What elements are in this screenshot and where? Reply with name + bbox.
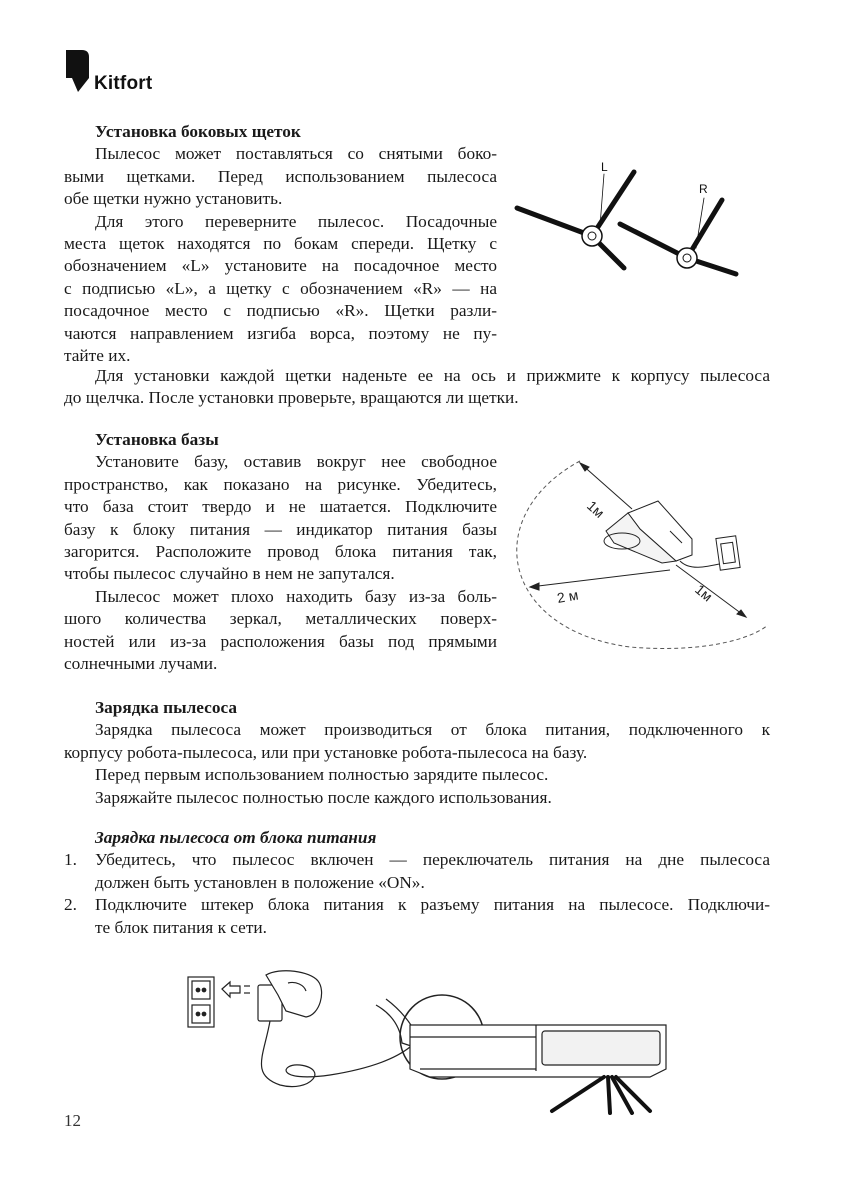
paragraph-line: Для установки каждой щетки наденьте ее на ось и прижмите к корпусу пылесоса [95, 366, 770, 385]
paragraph-line: Зарядка пылесоса может производиться от блока питания, подключенного к [95, 720, 770, 740]
dim-top-label: 1м [583, 497, 608, 521]
wall-socket-icon [188, 977, 214, 1027]
paragraph-line: Установите базу, оставив вокруг нее свободное [95, 452, 497, 472]
power-cable-icon [261, 1021, 410, 1087]
paragraph-line: ностей или из-за расположения базы под прямыми [64, 631, 497, 651]
kitfort-logo-icon [64, 48, 90, 94]
dim-left-label: 2 м [555, 586, 580, 606]
brand-name: Kitfort [94, 73, 153, 94]
section-side-brushes [64, 121, 497, 367]
section-charging [64, 697, 770, 809]
paragraph-line: пространство, как показано на рисунке. Убедитесь, [64, 474, 497, 494]
list-line: Убедитесь, что пылесос включен — переключатель питания на дне пылесоса [95, 850, 770, 870]
section-heading: Зарядка пылесоса от блока питания [95, 828, 377, 847]
paragraph-line: Пылесос может поставляться со снятыми боко- [95, 144, 497, 164]
paragraph-line: чтобы пылесос случайно в нем не запутался. [64, 564, 395, 584]
paragraph-line: что база стоит твердо и не шатается. Подключите [64, 497, 497, 517]
hand-with-adapter-icon [258, 971, 322, 1021]
section-base-installation [64, 429, 497, 675]
section-heading: Установка боковых щеток [95, 122, 301, 141]
paragraph-line: базу к блоку питания — индикатор питания базы [64, 519, 497, 539]
section-charging-adapter [64, 827, 770, 939]
list-line: те блок питания к сети. [95, 917, 267, 937]
paragraph-line: выми щетками. Перед использованием пылесоса [64, 166, 497, 186]
robot-vacuum-side-icon [410, 1025, 666, 1077]
arrow-left-icon [222, 982, 250, 997]
paragraph-line: обозначением «L» установите на посадочное место [64, 256, 497, 276]
paragraph-line: Перед первым использованием полностью зарядите пылесос. [95, 765, 549, 785]
charging-base-icon [604, 501, 692, 563]
brush-r-icon [620, 198, 736, 274]
paragraph-line: с подписью «L», а щетку с обозначением «R» — на [64, 278, 497, 298]
paragraph-line: тайте их. [64, 346, 131, 366]
brush-l-icon [517, 172, 634, 268]
paragraph-line: солнечными лучами. [64, 654, 218, 674]
list-line: должен быть установлен в положение «ON». [95, 872, 425, 892]
paragraph-line: обе щетки нужно установить. [64, 189, 283, 209]
list-item [64, 849, 770, 894]
list-line: Подключите штекер блока питания к разъему питания на пылесосе. Подключи- [95, 895, 770, 915]
dim-right-label: 1м [692, 581, 716, 605]
paragraph-line: корпусу робота-пылесоса, или при установке робота-пылесоса на базу. [64, 742, 588, 762]
section-heading: Зарядка пылесоса [95, 698, 237, 717]
paragraph-line: Заряжайте пылесос полностью после каждого использования. [95, 787, 552, 807]
list-item [64, 894, 770, 939]
paragraph-line: до щелчка. После установки проверьте, вращаются ли щетки. [64, 388, 519, 408]
paragraph-line: Для этого переверните пылесос. Посадочные [95, 211, 497, 231]
brush-r-label: R [699, 182, 708, 196]
paragraph-line: Пылесос может плохо находить базу из-за боль- [95, 586, 497, 606]
brush-l-label: L [601, 160, 608, 174]
side-brushes-figure [512, 158, 770, 278]
paragraph-line: чаются направлением изгиба ворса, поэтому не пу- [64, 323, 497, 343]
paragraph-line: места щеток находятся по бокам спереди. Щетку с [64, 234, 497, 254]
side-brush-icon [552, 1077, 650, 1113]
paragraph-line: шого количества зеркал, металлических поверх- [64, 609, 497, 629]
adapter-charging-figure [180, 965, 670, 1115]
section-heading: Установка базы [95, 430, 219, 449]
paragraph-line: загорится. Расположите провод блока питания так, [64, 542, 497, 562]
section-side-brushes-continued [64, 365, 770, 410]
paragraph-line: посадочное место с подписью «R». Щетки разли- [64, 301, 497, 321]
page-number: 12 [64, 1111, 81, 1130]
brand-logo [64, 48, 174, 98]
list-number: 1. [64, 850, 77, 870]
list-number: 2. [64, 895, 77, 915]
base-clearance-figure [510, 455, 772, 653]
